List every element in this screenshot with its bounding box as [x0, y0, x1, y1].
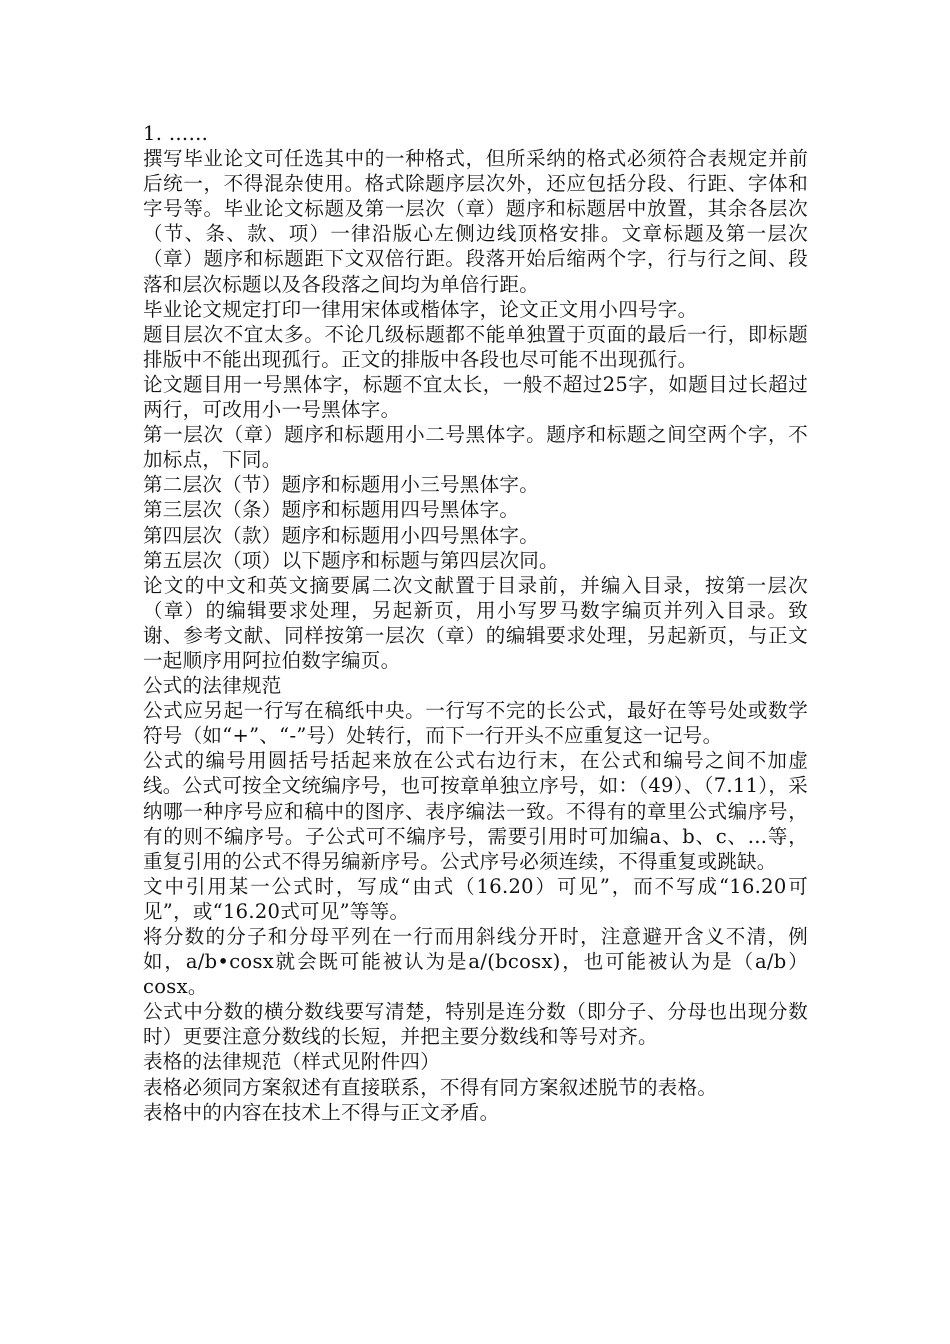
paragraph-level-2: 第二层次（节）题序和标题用小三号黑体字。: [143, 473, 540, 497]
paragraph-level-3: 第三层次（条）题序和标题用四号黑体字。: [143, 498, 520, 522]
paragraph-table-consistency: 表格中的内容在技术上不得与正文矛盾。: [143, 1100, 500, 1124]
paragraph-format-rules: 撰写毕业论文可任选其中的一种格式，但所采纳的格式必须符合表规定并前后统一，不得混杂使用。格式除题序层次外，还应包括分段、行距、字体和字号等。毕业论文标题及第一层次（章）题序和标题居中放置，其余各层次（节、条、款、项）一律沿版心左侧边线顶格安排。文章标题及第一层次（章）题序和标题距下文双倍行距。段落开始后缩两个字，行与行之间、段落和层次标题以及各段落之间均为单倍行距。: [143, 147, 808, 296]
paragraph-level-1: 第一层次（章）题序和标题用小二号黑体字。题序和标题之间空两个字，不加标点，下同。: [143, 423, 808, 472]
section-heading-tables: 表格的法律规范（样式见附件四）: [143, 1050, 441, 1074]
item-number: 1. ……: [143, 122, 209, 145]
paragraph-abstract-rules: 论文的中文和英文摘要属二次文献置于目录前，并编入目录，按第一层次（章）的编辑要求处理，另起新页，用小写罗马数字编页并列入目录。致谢、参考文献、同样按第一层次（章）的编辑要求处理，另起新页，与正文一起顺序用阿拉伯数字编页。: [143, 573, 808, 672]
document-page: [143, 121, 808, 1125]
paragraph-heading-levels: 题目层次不宜太多。不论几级标题都不能单独置于页面的最后一行，即标题排版中不能出现孤行。正文的排版中各段也尽可能不出现孤行。: [143, 322, 808, 371]
paragraph-fraction-slash: 将分数的分子和分母平列在一行而用斜线分开时，注意避开含义不清，例如，a/b•cosx就会既可能被认为是a/(bcosx)，也可能被认为是（a/b）cosx。: [143, 925, 808, 999]
paragraph-formula-citation: 文中引用某一公式时，写成“由式（16.20）可见”，而不写成“16.20可见”，或“16.20式可见”等等。: [143, 874, 808, 923]
paragraph-fraction-line: 公式中分数的横分数线要写清楚，特别是连分数（即分子、分母也出现分数时）更要注意分数线的长短，并把主要分数线和等号对齐。: [143, 1000, 808, 1049]
paragraph-formula-placement: 公式应另起一行写在稿纸中央。一行写不完的长公式，最好在等号处或数学符号（如“+”、“-”号）处转行，而下一行开头不应重复这一记号。: [143, 699, 808, 748]
paragraph-table-relation: 表格必须同方案叙述有直接联系，不得有同方案叙述脱节的表格。: [143, 1075, 718, 1099]
paragraph-level-5: 第五层次（项）以下题序和标题与第四层次同。: [143, 548, 559, 572]
section-heading-formulas: 公式的法律规范: [143, 674, 282, 698]
paragraph-formula-numbering: 公式的编号用圆括号括起来放在公式右边行末，在公式和编号之间不加虚线。公式可按全文统编序号，也可按章单独立序号，如：（49）、（7.11），采纳哪一种序号应和稿中的图序、表序编法一致。不得有的章里公式编序号，有的则不编序号。子公式可不编序号，需要引用时可加编a、b、c、…等，重复引用的公式不得另编新序号。公式序号必须连续，不得重复或跳缺。: [143, 749, 808, 873]
paragraph-level-4: 第四层次（款）题序和标题用小四号黑体字。: [143, 523, 540, 547]
paragraph-font-rule: 毕业论文规定打印一律用宋体或楷体字，论文正文用小四号字。: [143, 297, 698, 321]
paragraph-title-font: 论文题目用一号黑体字，标题不宜太长，一般不超过25字，如题目过长超过两行，可改用小一号黑体字。: [143, 372, 808, 422]
